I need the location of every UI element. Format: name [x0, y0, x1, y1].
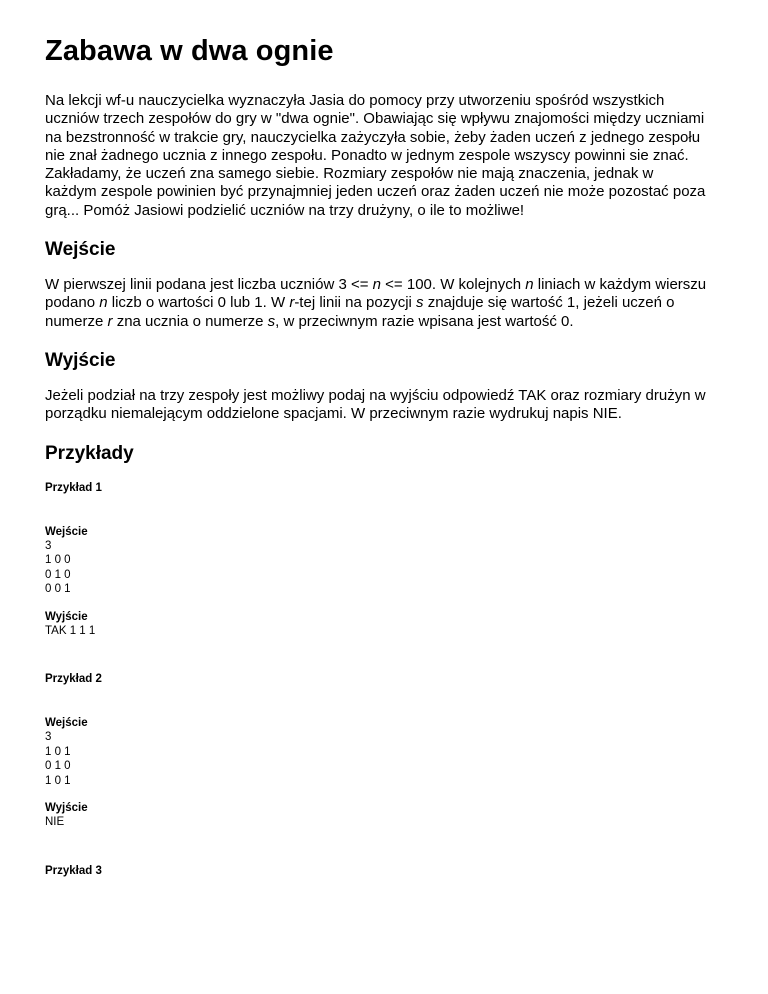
- input-text-2: <= 100. W kolejnych: [381, 276, 526, 294]
- example-input-line: 1 0 1: [45, 745, 71, 758]
- example-3: [45, 864, 708, 878]
- example-output: [45, 610, 708, 639]
- input-paragraph: [45, 276, 708, 331]
- output-paragraph: Jeżeli podział na trzy zespoły jest możliwy podaj na wyjściu odpowiedź TAK oraz rozmiary drużyn w porządku niemalejącym oddzielone spacjami. W przeciwnym razie wydrukuj napis NIE.: [45, 386, 706, 423]
- example-title: Przykład 2: [45, 673, 102, 686]
- input-text-1: W pierwszej linii podana jest liczba uczniów 3 <=: [45, 276, 373, 294]
- intro-paragraph: Na lekcji wf-u nauczycielka wyznaczyła Jasia do pomocy przy utworzeniu spośród wszystkich uczniów trzech zespołów do gry w "dwa ognie". Obawiając się wpływu znajomości między uczniami na bezstronność w trakcie gry, nauczycielka zażyczyła sobie, żeby żaden uczeń z jednego zespołu nie znał żadnego ucznia z innego zespołu. Ponadto w jednym zespole wszyscy powinni sie znać. Zakładamy, że uczeń zna samego siebie. Rozmiary zespołów nie mają znaczenia, jednak w każdym zespole powinien być przynajmniej jeden uczeń oraz żaden uczeń nie może pozostać poza grą... Pomóż Jasiowi podzielić uczniów na trzy drużyny, o ile to możliwe!: [45, 92, 706, 219]
- example-input-line: 0 0 1: [45, 583, 71, 596]
- var-n-1: n: [372, 276, 381, 294]
- input-text-8: , w przeciwnym razie wpisana jest wartość 0.: [275, 312, 574, 330]
- example-output-line: TAK 1 1 1: [45, 624, 96, 637]
- example-input-line: 3: [45, 731, 52, 744]
- output-heading: Wyjście: [45, 349, 116, 371]
- example-output-line: NIE: [45, 816, 65, 829]
- example-output: [45, 801, 708, 830]
- example-title: Przykład 1: [45, 481, 102, 494]
- example-1: [45, 481, 708, 639]
- examples-heading: Przykłady: [45, 442, 134, 464]
- input-text-5: -tej linii na pozycji: [294, 294, 417, 312]
- example-input-line: 3: [45, 539, 52, 552]
- example-input-label: Wejście: [45, 717, 88, 730]
- example-input-line: 1 0 0: [45, 554, 71, 567]
- page-title: Zabawa w dwa ognie: [45, 35, 334, 67]
- var-s-2: s: [267, 312, 276, 330]
- var-r-2: r: [107, 312, 113, 330]
- var-n-2: n: [525, 276, 534, 294]
- input-heading: Wejście: [45, 239, 116, 261]
- example-input-label: Wejście: [45, 525, 88, 538]
- example-output-label: Wyjście: [45, 802, 88, 815]
- input-text-4: liczb o wartości 0 lub 1. W: [107, 294, 290, 312]
- input-text-6: znajduje się wartość 1, jeżeli uczeń o numerze: [45, 294, 675, 330]
- example-input: [45, 716, 708, 788]
- example-input-line: 0 1 0: [45, 568, 71, 581]
- input-text-7: zna ucznia o numerze: [112, 312, 268, 330]
- input-text-3: liniach w każdym wierszu podano: [45, 276, 707, 312]
- example-input-line: 1 0 1: [45, 774, 71, 787]
- var-s-1: s: [416, 294, 424, 312]
- example-output-label: Wyjście: [45, 610, 88, 623]
- example-2: [45, 672, 708, 830]
- example-input-line: 0 1 0: [45, 760, 71, 773]
- example-title: Przykład 3: [45, 864, 102, 877]
- var-n-3: n: [99, 294, 108, 312]
- var-r-1: r: [289, 294, 295, 312]
- example-input: [45, 525, 708, 597]
